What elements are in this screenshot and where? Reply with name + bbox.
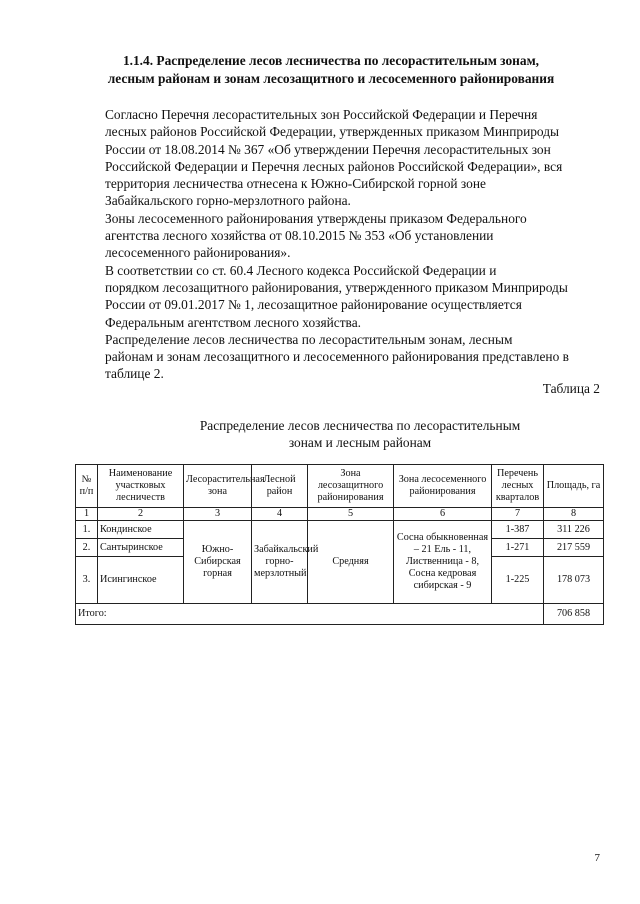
- merged-protection-zone-cell: Средняя: [308, 521, 394, 604]
- text-line: России от 09.01.2017 № 1, лесозащитное районирование осуществляется: [105, 297, 522, 313]
- text-line: Согласно Перечня лесорастительных зон Российской Федерации и Перечня: [105, 107, 538, 122]
- merged-seed-zone-cell: Сосна обыкновенная – 21 Ель - 11, Лиственница - 8, Сосна кедровая сибирская - 9: [394, 521, 492, 604]
- col-number: 1: [76, 508, 98, 521]
- row-name: Исингинское: [98, 557, 184, 604]
- col-number: 8: [544, 508, 604, 521]
- col-number: 7: [492, 508, 544, 521]
- col-number: 2: [98, 508, 184, 521]
- header-name: Наименование участковых лесничеств: [98, 465, 184, 508]
- row-area: 217 559: [544, 539, 604, 557]
- text-line: районам и зонам лесозащитного и лесосеменного районирования представлено в: [105, 349, 569, 365]
- text-line: Российской Федерации и Перечня лесных районов Российской Федерации», вся: [105, 158, 563, 174]
- header-zone: Лесорастительная зона: [184, 465, 252, 508]
- section-heading: [60, 52, 602, 88]
- table-total-row: [76, 604, 604, 625]
- caption-line-2: зонам и лесным районам: [288, 435, 432, 450]
- table-number-label: Таблица 2: [542, 381, 600, 396]
- row-name: Кондинское: [98, 521, 184, 539]
- paragraph-2: [75, 210, 600, 262]
- header-protection-zone: Зона лесозащитного районирования: [308, 465, 394, 508]
- row-quarters: 1-225: [492, 557, 544, 604]
- col-number: 5: [308, 508, 394, 521]
- column-number-row: [76, 508, 604, 521]
- row-quarters: 1-387: [492, 521, 544, 539]
- text-line: Забайкальского горно-мерзлотного района.: [105, 193, 351, 209]
- page-number: 7: [594, 852, 600, 864]
- total-label: Итого:: [76, 604, 544, 625]
- text-line: агентства лесного хозяйства от 08.10.2015 № 353 «Об установлении: [105, 228, 494, 244]
- row-num: 1.: [76, 521, 98, 539]
- row-quarters: 1-271: [492, 539, 544, 557]
- text-line: Распределение лесов лесничества по лесорастительным зонам, лесным: [105, 331, 513, 347]
- header-quarters: Перечень лесных кварталов: [492, 465, 544, 508]
- header-seed-zone: Зона лесосеменного районирования: [394, 465, 492, 508]
- merged-district-cell: Забайкальский горно-мерзлотный: [252, 521, 308, 604]
- table-header-row: [76, 465, 604, 508]
- text-line: В соответствии со ст. 60.4 Лесного кодекса Российской Федерации и: [105, 262, 497, 278]
- text-line: Федеральным агентством лесного хозяйства.: [105, 314, 361, 330]
- row-name: Сантыринское: [98, 539, 184, 557]
- header-district: Лесной район: [252, 465, 308, 508]
- col-number: 3: [184, 508, 252, 521]
- text-line: России от 18.08.2014 № 367 «Об утверждении Перечня лесорастительных зон: [105, 141, 551, 157]
- text-line: территория лесничества отнесена к Южно-Сибирской горной зоне: [105, 176, 486, 192]
- paragraph-4: [75, 331, 600, 383]
- heading-line-1: 1.1.4. Распределение лесов лесничества по лесорастительным зонам,: [122, 53, 540, 68]
- table-row: [76, 521, 604, 539]
- table-caption: [60, 417, 640, 451]
- body-text: [75, 106, 600, 383]
- text-line: лесных районов Российской Федерации, утвержденных приказом Минприроды: [105, 124, 560, 140]
- col-number: 4: [252, 508, 308, 521]
- merged-zone-cell: Южно-Сибирская горная: [184, 521, 252, 604]
- header-num: № п/п: [76, 465, 98, 508]
- header-area: Площадь, га: [544, 465, 604, 508]
- text-line: порядком лесозащитного районирования, утвержденного приказом Минприроды: [105, 279, 568, 295]
- paragraph-3: [75, 262, 600, 331]
- caption-line-1: Распределение лесов лесничества по лесорастительным: [199, 418, 521, 433]
- text-line: Зоны лесосеменного районирования утверждены приказом Федерального: [105, 210, 527, 226]
- forest-distribution-table: [75, 464, 604, 625]
- heading-line-2: лесным районам и зонам лесозащитного и лесосеменного районирования: [107, 71, 555, 86]
- row-area: 311 226: [544, 521, 604, 539]
- text-line: таблице 2.: [105, 366, 164, 382]
- row-area: 178 073: [544, 557, 604, 604]
- row-num: 2.: [76, 539, 98, 557]
- row-num: 3.: [76, 557, 98, 604]
- total-value: 706 858: [544, 604, 604, 625]
- col-number: 6: [394, 508, 492, 521]
- text-line: лесосеменного районирования».: [105, 245, 291, 261]
- paragraph-1: [75, 106, 600, 210]
